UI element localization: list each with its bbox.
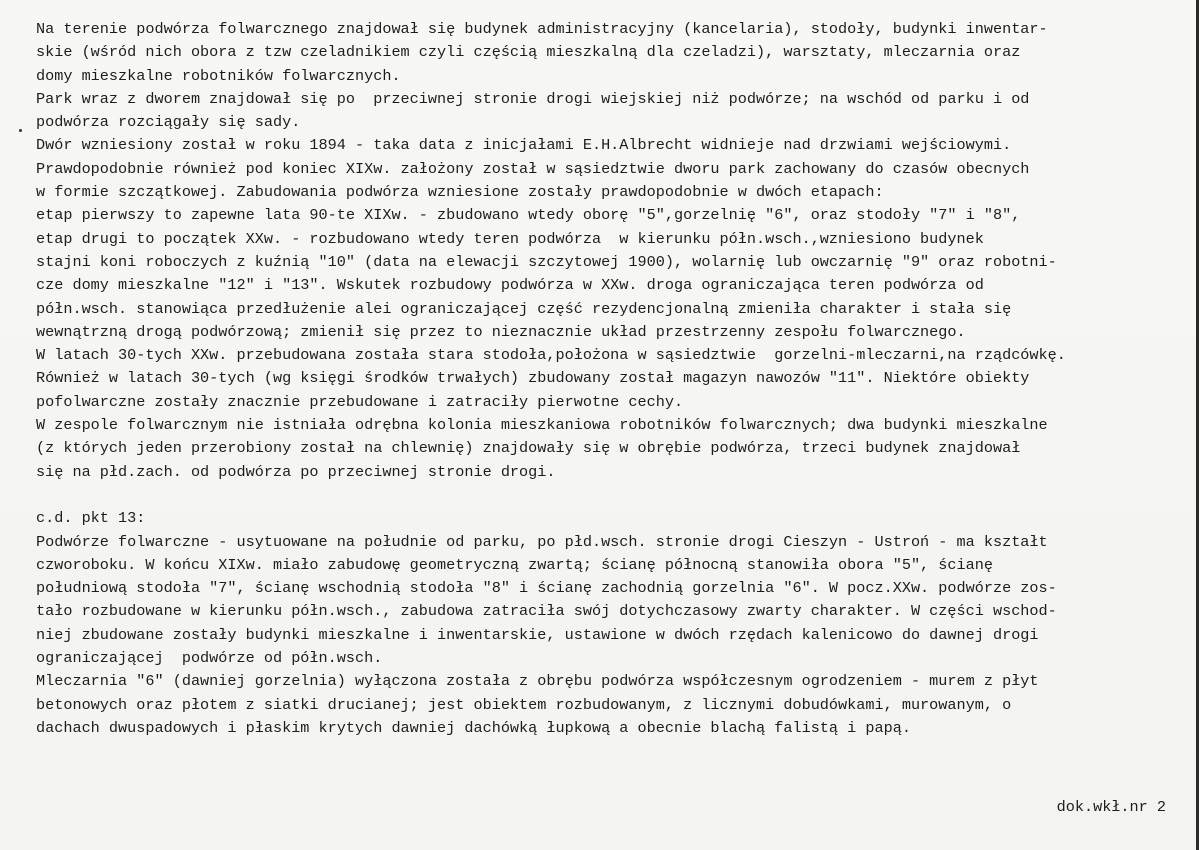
typewritten-text xyxy=(36,18,1186,740)
text-line: dachach dwuspadowych i płaskim krytych dawniej dachówką łupkową a obecnie blachą falistą i papą. xyxy=(36,718,911,737)
text-line: podwórza rozciągały się sady. xyxy=(36,113,301,132)
document-reference: dok.wkł.nr 2 xyxy=(1056,798,1166,816)
section-heading: c.d. pkt 13: xyxy=(36,509,146,528)
text-line: Mleczarnia "6" (dawniej gorzelnia) wyłączona została z obrębu podwórza współczesnym ogrodzeniem - murem z płyt xyxy=(36,672,1039,691)
text-line: W zespole folwarcznym nie istniała odrębna kolonia mieszkaniowa robotników folwarcznych; dwa budynki mieszkalne xyxy=(36,416,1048,435)
text-line: pofolwarczne zostały znacznie przebudowane i zatraciły pierwotne cechy. xyxy=(36,392,684,411)
text-line: wewnątrzną drogą podwórzową; zmienił się przez to nieznacznie układ przestrzenny zespołu folwarcznego. xyxy=(36,322,966,341)
text-line: Również w latach 30-tych (wg księgi środków trwałych) zbudowany został magazyn nawozów "11". Niektóre obiekty xyxy=(36,369,1030,388)
text-line: stajni koni roboczych z kuźnią "10" (data na elewacji szczytowej 1900), wolarnię lub owczarnię "9" oraz robotni- xyxy=(36,252,1057,271)
text-line: (z których jeden przerobiony został na chlewnię) znajdowały się w obrębie podwórza, trzeci budynek znajdował xyxy=(36,439,1021,458)
text-line: betonowych oraz płotem z siatki drucianej; jest obiektem rozbudowanym, z licznymi dobudówkami, murowanym, o xyxy=(36,695,1012,714)
text-line: domy mieszkalne robotników folwarcznych. xyxy=(36,66,401,85)
text-line: w formie szczątkowej. Zabudowania podwórza wzniesione zostały prawdopodobnie w dwóch etapach: xyxy=(36,183,884,202)
text-line: południową stodoła "7", ścianę wschodnią stodoła "8" i ścianę zachodnią gorzelnia "6". W pocz.XXw. podwórze zos- xyxy=(36,579,1057,598)
paragraph-gap xyxy=(36,484,1186,507)
text-line: czworoboku. W końcu XIXw. miało zabudowę geometryczną zwartą; ścianę północną stanowiła obora "5", ścianę xyxy=(36,555,993,574)
text-line: ograniczającej podwórze od półn.wsch. xyxy=(36,649,383,668)
text-line: półn.wsch. stanowiąca przedłużenie alei ograniczającej część rezydencjonalną zmieniła charakter i stała się xyxy=(36,299,1012,318)
text-line: się na płd.zach. od podwórza po przeciwnej stronie drogi. xyxy=(36,462,556,481)
text-line: Park wraz z dworem znajdował się po przeciwnej stronie drogi wiejskiej niż podwórze; na wschód od parku i od xyxy=(36,89,1030,108)
text-line: niej zbudowane zostały budynki mieszkalne i inwentarskie, ustawione w dwóch rzędach kalenicowo do dawnej drogi xyxy=(36,625,1039,644)
text-line: W latach 30-tych XXw. przebudowana została stara stodoła,położona w sąsiedztwie gorzelni-mleczarni,na rządcówkę. xyxy=(36,346,1066,365)
text-line: Dwór wzniesiony został w roku 1894 - taka data z inicjałami E.H.Albrecht widnieje nad drzwiami wejściowymi. xyxy=(36,136,1012,155)
text-line: tało rozbudowane w kierunku półn.wsch., zabudowa zatraciła swój dotychczasowy zwarty charakter. W części wschod- xyxy=(36,602,1057,621)
section-continuation xyxy=(36,507,1186,740)
text-line: skie (wśród nich obora z tzw czeladnikiem czyli częścią mieszkalną dla czeladzi), warsztaty, mleczarnia oraz xyxy=(36,43,1021,62)
ink-speck xyxy=(19,129,22,132)
text-line: Prawdopodobnie również pod koniec XIXw. założony został w sąsiedztwie dworu park zachowany do czasów obecnych xyxy=(36,159,1030,178)
section-main xyxy=(36,18,1186,484)
text-line: etap pierwszy to zapewne lata 90-te XIXw. - zbudowano wtedy oborę "5",gorzelnię "6", oraz stodoły "7" i "8", xyxy=(36,206,1021,225)
text-line: Na terenie podwórza folwarcznego znajdował się budynek administracyjny (kancelaria), stodoły, budynki inwentar- xyxy=(36,20,1048,38)
text-line: Podwórze folwarczne - usytuowane na południe od parku, po płd.wsch. stronie drogi Cieszyn - Ustroń - ma kształt xyxy=(36,532,1048,551)
text-line: etap drugi to początek XXw. - rozbudowano wtedy teren podwórza w kierunku półn.wsch.,wzniesiono budynek xyxy=(36,229,984,248)
text-line: cze domy mieszkalne "12" i "13". Wskutek rozbudowy podwórza w XXw. droga ograniczająca teren podwórza od xyxy=(36,276,984,295)
